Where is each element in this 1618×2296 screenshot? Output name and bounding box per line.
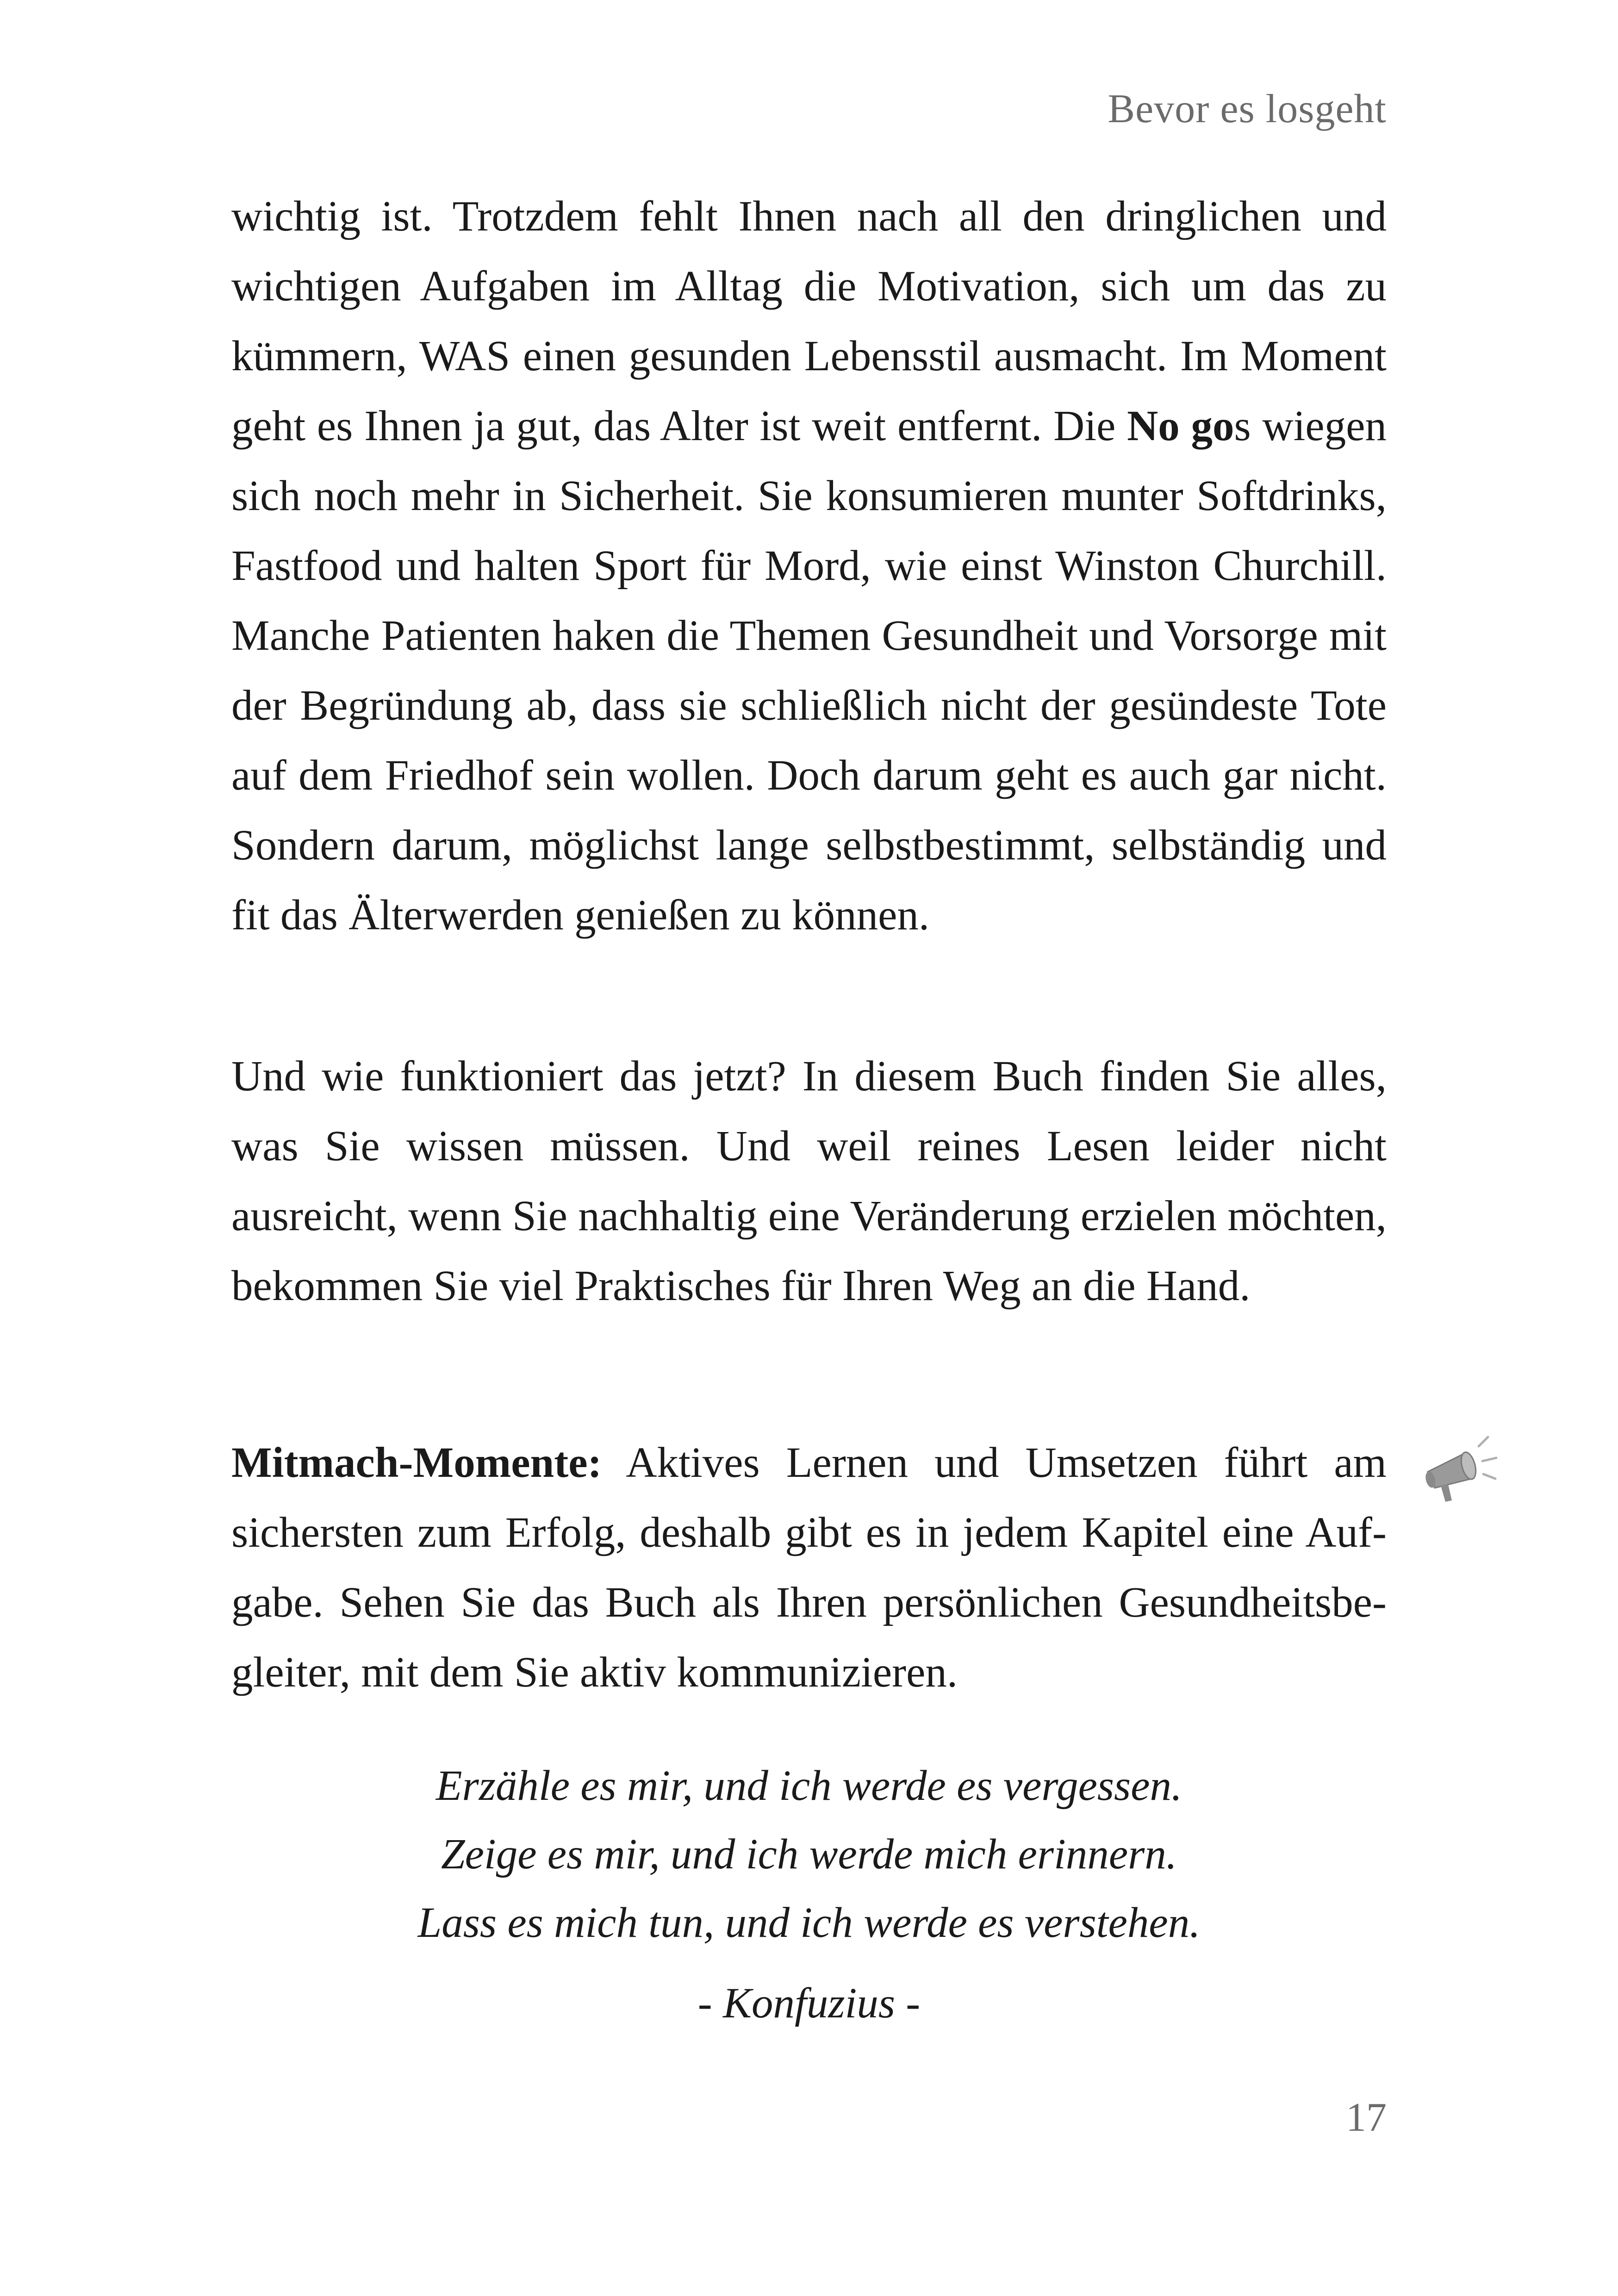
paragraph-text-part: wichtig ist. Trotzdem fehlt Ihnen nach all den dringlichen und wichtigen Aufgaben im Alltag die Motivation, sich um das zu kümmern, WAS einen gesunden Lebensstil ausmacht. Im Moment geht es Ihnen ja gut, das Alter ist weit entfernt. Die [231, 193, 1387, 450]
section-label: Mitmach-Momente: [231, 1439, 602, 1487]
paragraph-text [231, 181, 1387, 950]
body-paragraph-3 [231, 1428, 1387, 1707]
paragraph-text-part: Aktives Lernen und Umsetzen führt am sichersten zum Erfolg, deshalb gibt es in jedem Kapitel eine Aufgabe. Sehen Sie das Buch als Ihren persönlichen Gesundheitsbegleiter, mit dem Sie aktiv kommunizieren. [231, 1439, 1387, 1696]
page-number: 17 [1346, 2095, 1387, 2140]
quote-source: - Konfuzius - [697, 1979, 921, 2027]
body-paragraph-2 [231, 1041, 1387, 1321]
body-paragraph-1 [231, 181, 1387, 950]
paragraph-text: Und wie funktioniert das jetzt? In diesem Buch finden Sie alles, was Sie wissen müssen. Und weil reines Lesen leider nicht ausreicht, wenn Sie nachhaltig eine Veränderung erzielen möchten, bekommen Sie viel Praktisches für Ihren Weg an die Hand. [231, 1052, 1387, 1310]
quote-line: Erzähle es mir, und ich werde es vergessen. [436, 1762, 1182, 1810]
paragraph-text-part: s wiegen sich noch mehr in Sicherheit. Sie konsumieren munter Softdrinks, Fastfood und halten Sport für Mord, wie einst Winston Churchill. Manche Patienten haken die Themen Gesundheit und Vorsorge mit der Begründung ab, dass sie schließlich nicht der gesündeste Tote auf dem Friedhof sein wollen. Doch darum geht es auch gar nicht. Sondern darum, möglichst lange selbstbestimmt, selbständig und fit das Älterwerden genießen zu können. [231, 402, 1387, 939]
megaphone-icon [1414, 1428, 1506, 1520]
quote-line: Lass es mich tun, und ich werde es verstehen. [417, 1899, 1201, 1947]
running-header: Bevor es losgeht [1108, 87, 1387, 131]
quote-line: Zeige es mir, und ich werde mich erinnern. [441, 1830, 1177, 1878]
paragraph-text [231, 1428, 1387, 1707]
bold-phrase: No go [1127, 402, 1234, 450]
quote-block [0, 1752, 1618, 1957]
